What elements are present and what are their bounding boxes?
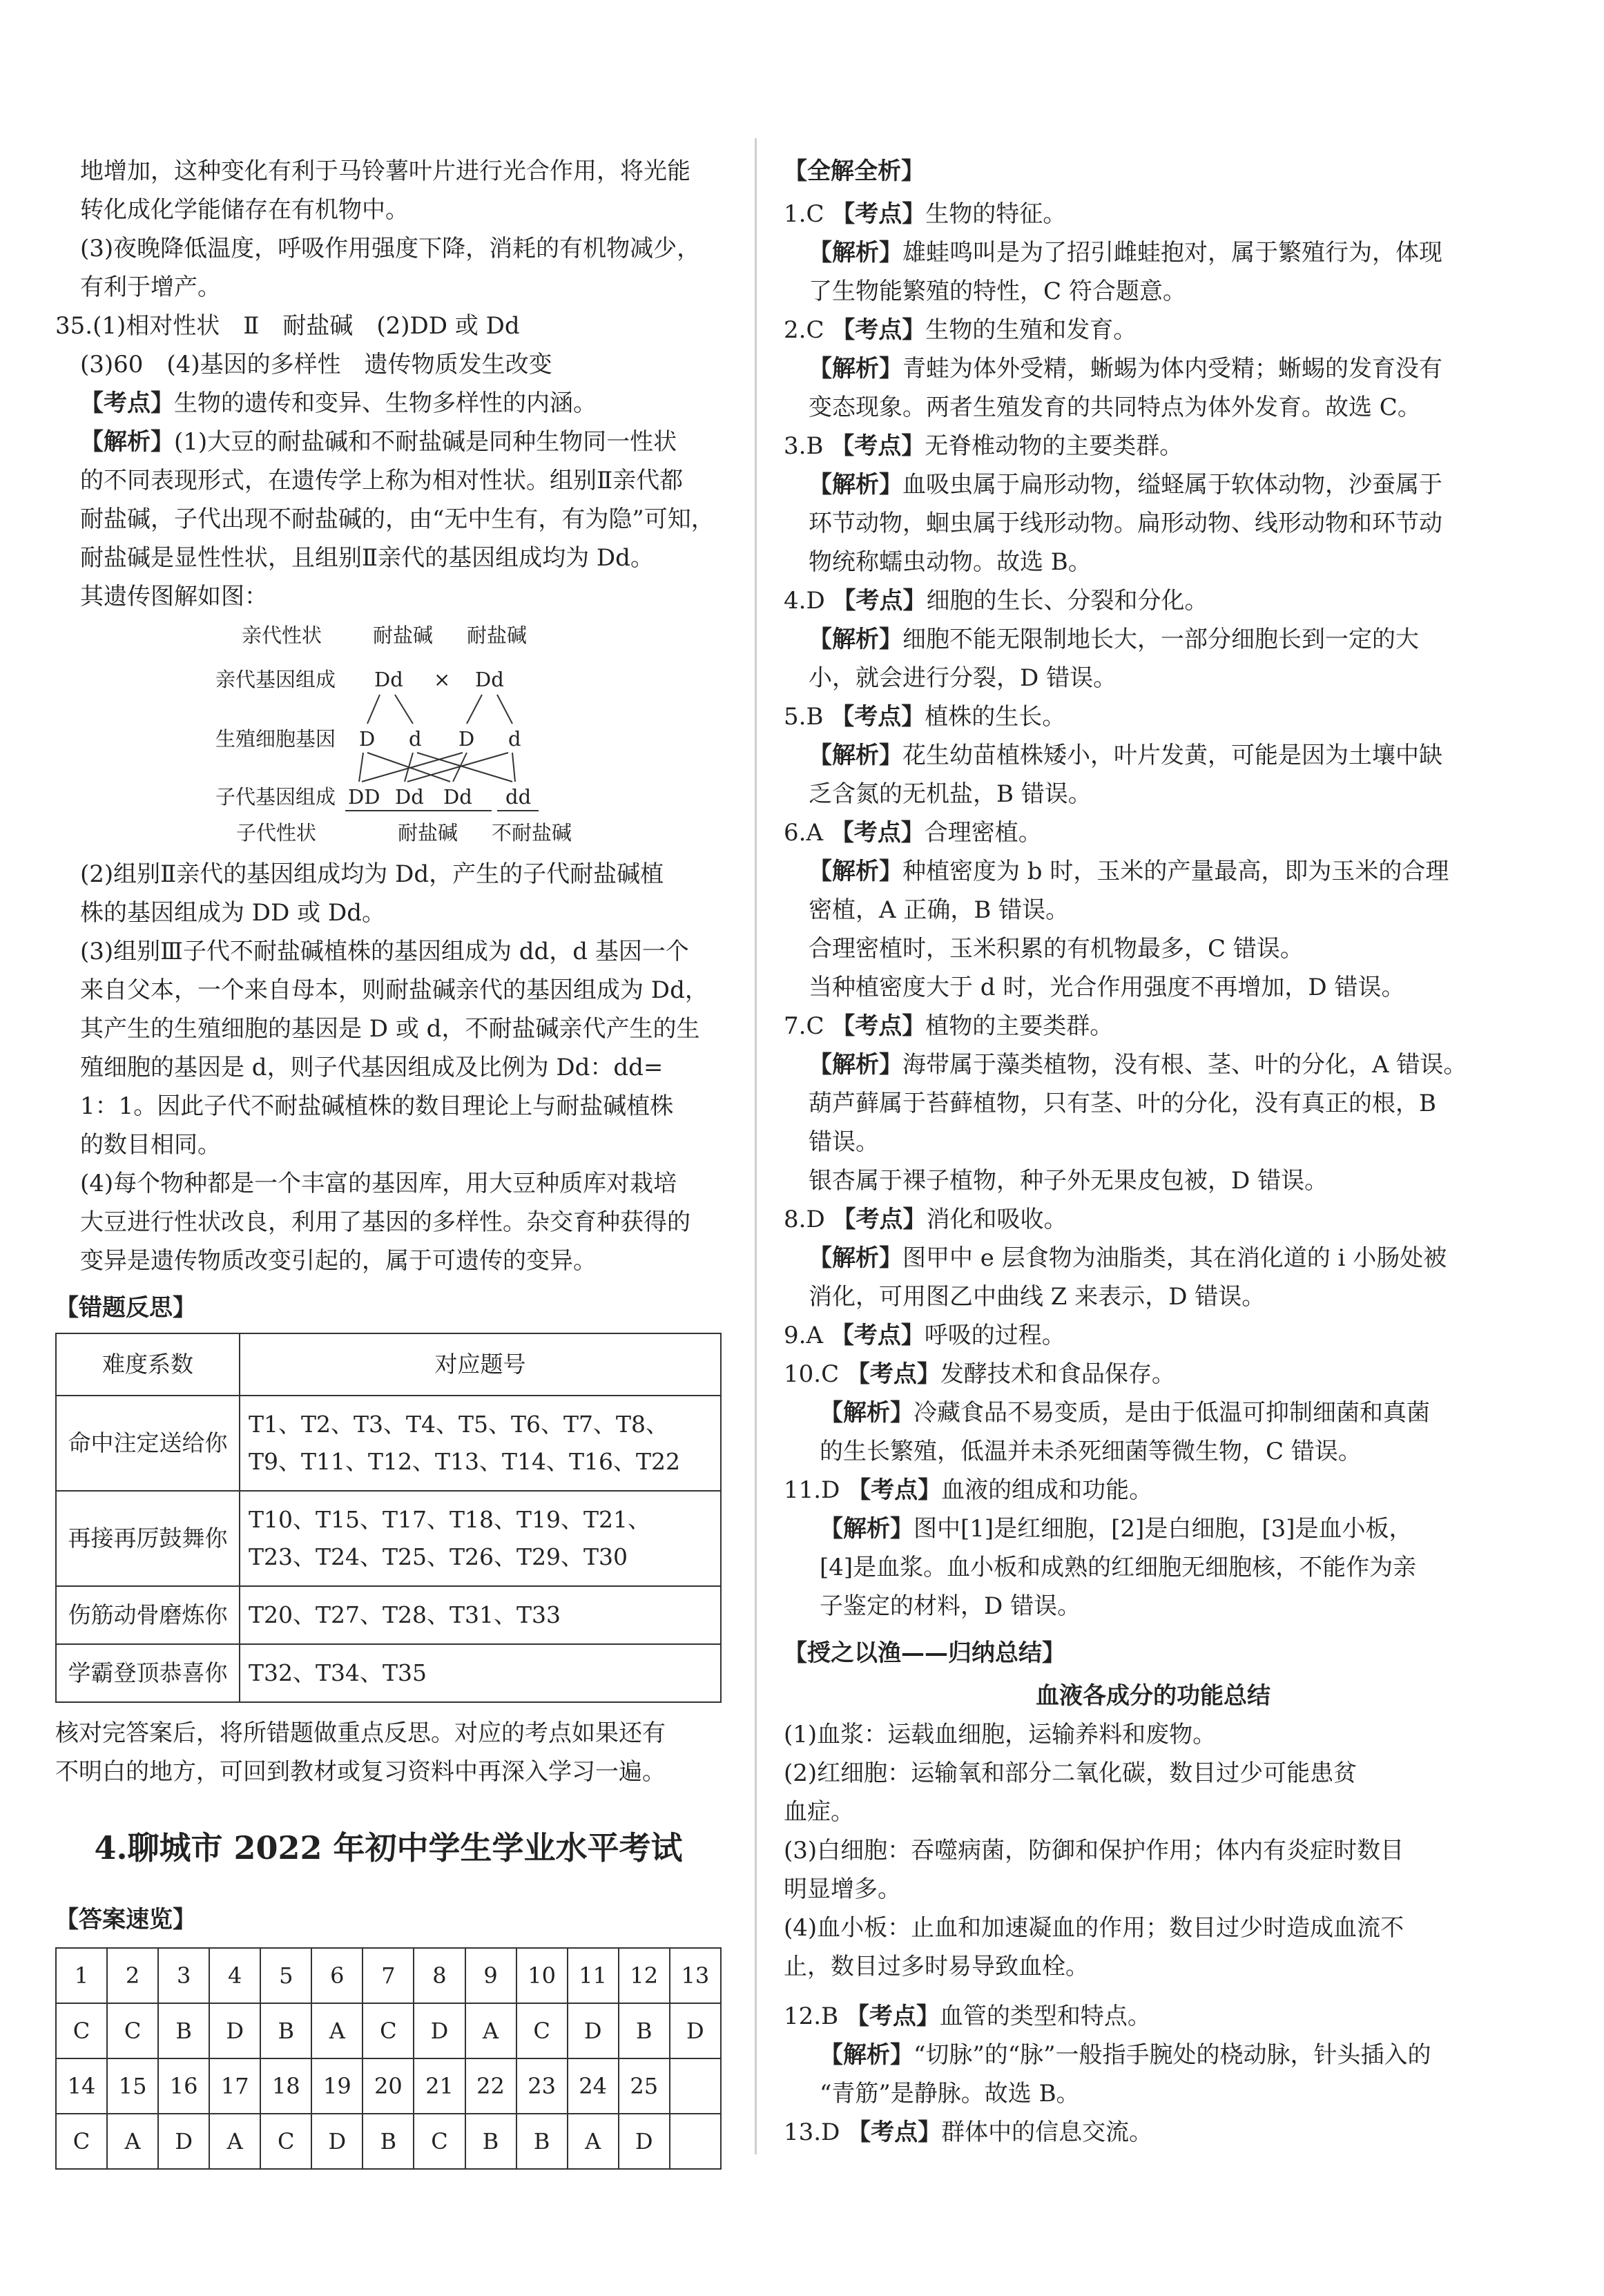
text-line: 了生物能繁殖的特性，C 符合题意。	[809, 278, 1186, 305]
answer-number: 10	[516, 1948, 568, 2003]
diagram-row-label: 子代基因组成	[215, 785, 336, 809]
answer-35: 35.(1)相对性状 Ⅱ 耐盐碱 (2)DD 或 Dd	[55, 312, 520, 340]
text-line: 不明白的地方，可回到教材或复习资料中再深入学习一遍。	[55, 1758, 666, 1786]
jiexi-10	[784, 1393, 1523, 1432]
kaodian-text: 无脊椎动物的主要类群。	[925, 432, 1183, 460]
answer-letter: B	[465, 2114, 516, 2169]
table-row	[56, 1644, 721, 1702]
question-number: 13.D	[784, 2119, 840, 2146]
column-divider	[755, 138, 757, 2154]
empty-cell	[670, 2058, 721, 2114]
table-cell: 命中注定送给你	[56, 1396, 240, 1491]
kaodian-tag: 【考点】	[845, 2003, 940, 2030]
text-line: 物统称蠕虫动物。故选 B。	[809, 548, 1092, 576]
table-cell: 学霸登顶恭喜你	[56, 1644, 240, 1702]
answer-num-row	[56, 1948, 721, 2003]
text-line: 合理密植时，玉米积累的有机物最多，C 错误。	[809, 935, 1304, 963]
jiexi-tag: 【解析】	[809, 742, 902, 769]
text-line: 来自父本，一个来自母本，则耐盐碱亲代的基因组成为 Dd，	[80, 976, 708, 1004]
gamete: d	[508, 727, 521, 751]
kaodian-text: 合理密植。	[924, 819, 1042, 847]
table-cell: 伤筋动骨磨炼你	[56, 1586, 240, 1644]
jiexi-8	[784, 1239, 1523, 1277]
parent-genotype: Dd	[374, 668, 403, 691]
question-9	[784, 1316, 1523, 1355]
answer-letter: D	[311, 2114, 363, 2169]
kaodian-tag: 【考点】	[832, 587, 927, 615]
kaodian-tag: 【考点】	[831, 432, 925, 460]
question-number: 5.B	[784, 703, 824, 731]
answer-number: 20	[363, 2058, 414, 2114]
jiexi-text: 海带属于藻类植物，没有根、茎、叶的分化，A 错误。	[902, 1051, 1467, 1079]
answer-number: 24	[568, 2058, 619, 2114]
jiexi-text: 花生幼苗植株矮小，叶片发黄，可能是因为土壤中缺	[902, 742, 1442, 769]
text-line: 小，就会进行分裂，D 错误。	[809, 664, 1117, 692]
table-row	[56, 1396, 721, 1491]
text-line: [4]是血浆。血小板和成熟的红细胞无细胞核，不能作为亲	[820, 1554, 1417, 1581]
jiexi-text: 雄蛙鸣叫是为了招引雌蛙抱对，属于繁殖行为，体现	[902, 239, 1442, 267]
jiexi-tag: 【解析】	[820, 1515, 914, 1543]
answer-row	[56, 2114, 721, 2169]
answer-number: 16	[158, 2058, 209, 2114]
kaodian-tag: 【考点】	[831, 703, 925, 731]
answer-letter: B	[619, 2003, 670, 2058]
kaodian-tag: 【考点】	[847, 2119, 942, 2146]
jiexi-tag: 【解析】	[820, 1399, 914, 1427]
text-line: 的数目相同。	[80, 1131, 221, 1159]
question-12	[784, 1997, 1523, 2036]
question-11	[784, 1471, 1523, 1509]
text-line: (2)组别Ⅱ亲代的基因组成均为 Dd，产生的子代耐盐碱植	[80, 860, 664, 888]
answer-number: 8	[414, 1948, 465, 2003]
jiexi-3	[784, 465, 1523, 504]
text-line: 明显增多。	[784, 1875, 901, 1903]
answer-number: 19	[311, 2058, 363, 2114]
diagram-lines	[55, 620, 722, 848]
answer-number: 21	[414, 2058, 465, 2114]
jiexi-35	[55, 423, 722, 461]
kaodian-tag: 【考点】	[831, 200, 926, 228]
text-line: (3)夜晚降低温度，呼吸作用强度下降，消耗的有机物减少，	[80, 235, 701, 262]
text-line: 有利于增产。	[80, 273, 221, 301]
kaodian-text: 生物的遗传和变异、生物多样性的内涵。	[174, 389, 597, 417]
summary-item: (4)血小板：止血和加速凝血的作用；数目过少时造成血流不	[784, 1914, 1404, 1942]
text-line: 耐盐碱是显性性状，且组别Ⅱ亲代的基因组成均为 Dd。	[80, 544, 654, 572]
answer-number: 12	[619, 1948, 670, 2003]
kaodian-text: 血管的类型和特点。	[939, 2003, 1151, 2030]
kaodian-text: 呼吸的过程。	[924, 1322, 1065, 1349]
summary-item: (3)白细胞：吞噬病菌，防御和保护作用；体内有炎症时数目	[784, 1837, 1404, 1864]
answer-letter: C	[56, 2003, 107, 2058]
question-number: 1.C	[784, 200, 824, 228]
answer-letter: B	[363, 2114, 414, 2169]
answer-number: 25	[619, 2058, 670, 2114]
text-line: 其遗传图解如图：	[80, 583, 268, 610]
text-line: 错误。	[809, 1128, 879, 1156]
diagram-row-label: 生殖细胞基因	[215, 727, 336, 751]
jiexi-4	[784, 620, 1523, 659]
jiexi-12	[784, 2036, 1523, 2074]
jiexi-text: 冷藏食品不易变质，是由于低温可抑制细菌和真菌	[914, 1399, 1430, 1427]
text-line: (3)组别Ⅲ子代不耐盐碱植株的基因组成为 dd，d 基因一个	[80, 938, 689, 965]
table-row	[56, 1586, 721, 1644]
text-line: 的生长繁殖，低温并未杀死细菌等微生物，C 错误。	[820, 1438, 1362, 1465]
kaodian-tag: 【考点】	[830, 819, 925, 847]
question-7	[784, 1007, 1523, 1045]
answer-number: 6	[311, 1948, 363, 2003]
kaodian-tag: 【考点】	[847, 1476, 942, 1504]
answer-letter: C	[260, 2114, 311, 2169]
answer-number: 7	[363, 1948, 414, 2003]
answer-num-row	[56, 2058, 721, 2114]
kaodian-text: 血液的组成和功能。	[941, 1476, 1153, 1504]
jiexi-tag: 【解析】	[80, 428, 174, 456]
answer-letter: C	[107, 2003, 158, 2058]
gamete: D	[458, 727, 475, 751]
jiexi-5	[784, 736, 1523, 775]
answer-number: 22	[465, 2058, 516, 2114]
answer-letter: D	[619, 2114, 670, 2169]
answer-letter: A	[568, 2114, 619, 2169]
full-analysis-heading: 【全解全析】	[784, 157, 925, 185]
answer-number: 1	[56, 1948, 107, 2003]
answer-number: 23	[516, 2058, 568, 2114]
table-cell: T32、T34、T35	[240, 1644, 721, 1702]
answer-letter: C	[414, 2114, 465, 2169]
answer-letter: C	[363, 2003, 414, 2058]
offspring-genotype: Dd	[443, 785, 472, 809]
text-line: 止，数目过多时易导致血栓。	[784, 1953, 1089, 1980]
jiexi-text: 图中[1]是红细胞，[2]是白细胞，[3]是血小板，	[914, 1515, 1413, 1543]
text-line: 密植，A 正确，B 错误。	[809, 896, 1070, 924]
table-cell: T20、T27、T28、T31、T33	[240, 1586, 721, 1644]
answer-number: 2	[107, 1948, 158, 2003]
summary-heading: 【授之以渔——归纳总结】	[784, 1639, 1065, 1667]
question-number: 10.C	[784, 1360, 840, 1388]
answer-number: 17	[209, 2058, 260, 2114]
table-header-row	[56, 1333, 721, 1396]
answer-35-cont: (3)60 (4)基因的多样性 遗传物质发生改变	[80, 351, 552, 378]
jiexi-text: “切脉”的“脉”一般指手腕处的桡动脉，针头插入的	[914, 2041, 1431, 2069]
jiexi-11	[784, 1509, 1523, 1548]
jiexi-text: 血吸虫属于扁形动物，缢蛏属于软体动物，沙蚕属于	[902, 471, 1442, 499]
answer-number: 13	[670, 1948, 721, 2003]
answer-number: 14	[56, 2058, 107, 2114]
question-3	[784, 427, 1523, 465]
text-line: 株的基因组成为 DD 或 Dd。	[80, 899, 385, 927]
text-line: 银杏属于裸子植物，种子外无果皮包被，D 错误。	[809, 1167, 1328, 1195]
question-5	[784, 697, 1523, 736]
text-line: 环节动物，蛔虫属于线形动物。扁形动物、线形动物和环节动	[809, 510, 1442, 537]
empty-cell	[670, 2114, 721, 2169]
jiexi-tag: 【解析】	[809, 1244, 902, 1272]
question-number: 2.C	[784, 316, 824, 344]
question-number: 4.D	[784, 587, 825, 615]
answer-letter: B	[158, 2003, 209, 2058]
jiexi-7	[784, 1045, 1523, 1084]
cross-symbol: ×	[434, 668, 451, 691]
jiexi-tag: 【解析】	[809, 239, 902, 267]
text-line: 变异是遗传物质改变引起的，属于可遗传的变异。	[80, 1247, 597, 1275]
offspring-phenotype: 不耐盐碱	[492, 821, 572, 845]
jiexi-2	[784, 349, 1523, 388]
kaodian-tag: 【考点】	[80, 389, 174, 417]
diagram-row-label: 子代性状	[236, 821, 317, 845]
question-number: 3.B	[784, 432, 824, 460]
offspring-genotype: dd	[505, 785, 532, 809]
kaodian-tag: 【考点】	[832, 1206, 927, 1233]
jiexi-tag: 【解析】	[809, 858, 902, 885]
text-line: 大豆进行性状改良，利用了基因的多样性。杂交育种获得的	[80, 1208, 690, 1236]
text-line: (4)每个物种都是一个丰富的基因库，用大豆种质库对栽培	[80, 1170, 677, 1197]
table-header: 对应题号	[240, 1333, 721, 1396]
jiexi-tag: 【解析】	[809, 626, 902, 653]
jiexi-tag: 【解析】	[809, 1051, 902, 1079]
parent-genotype: Dd	[475, 668, 504, 691]
right-column	[784, 152, 1523, 2152]
question-number: 12.B	[784, 2003, 839, 2030]
answer-number: 18	[260, 2058, 311, 2114]
jiexi-tag: 【解析】	[820, 2041, 914, 2069]
answer-number: 9	[465, 1948, 516, 2003]
diagram-row-label: 亲代基因组成	[215, 668, 336, 691]
text-line: 葫芦藓属于苔藓植物，只有茎、叶的分化，没有真正的根，B	[809, 1090, 1436, 1117]
kaodian-text: 发酵技术和食品保存。	[940, 1360, 1175, 1388]
answer-letter: A	[311, 2003, 363, 2058]
kaodian-tag: 【考点】	[846, 1360, 940, 1388]
text-line: 核对完答案后，将所错题做重点反思。对应的考点如果还有	[55, 1719, 666, 1747]
answer-letter: B	[516, 2114, 568, 2169]
kaodian-text: 生物的特征。	[925, 200, 1067, 228]
answer-letter: A	[209, 2114, 260, 2169]
kaodian-tag: 【考点】	[830, 1322, 925, 1349]
kaodian-text: 生物的生殖和发育。	[925, 316, 1137, 344]
question-2	[784, 311, 1523, 349]
answer-number: 15	[107, 2058, 158, 2114]
question-6	[784, 813, 1523, 852]
question-4	[784, 581, 1523, 620]
answer-letter: D	[568, 2003, 619, 2058]
answer-table	[55, 1947, 722, 2170]
answer-letter: C	[56, 2114, 107, 2169]
offspring-genotype: Dd	[395, 785, 424, 809]
question-1	[784, 195, 1523, 233]
answer-letter: D	[670, 2003, 721, 2058]
parent-phenotype: 耐盐碱	[467, 624, 528, 647]
answer-number: 4	[209, 1948, 260, 2003]
answer-letter: D	[158, 2114, 209, 2169]
answers-heading: 【答案速览】	[55, 1906, 196, 1933]
text-line: 耐盐碱，子代出现不耐盐碱的，由“无中生有，有为隐”可知，	[80, 505, 715, 533]
text-line: 子鉴定的材料，D 错误。	[820, 1592, 1081, 1620]
gamete: d	[409, 727, 422, 751]
answer-letter: A	[107, 2114, 158, 2169]
jiexi-tag: 【解析】	[809, 355, 902, 383]
jiexi-text: (1)大豆的耐盐碱和不耐盐碱是同种生物同一性状	[174, 428, 677, 456]
jiexi-text: 图甲中 e 层食物为油脂类，其在消化道的 i 小肠处被	[902, 1244, 1447, 1272]
answer-letter: B	[260, 2003, 311, 2058]
text-line: 乏含氮的无机盐，B 错误。	[809, 780, 1092, 808]
genetic-diagram	[55, 620, 722, 848]
jiexi-text: 青蛙为体外受精，蜥蜴为体内受精；蜥蜴的发育没有	[902, 355, 1442, 383]
answer-letter: D	[209, 2003, 260, 2058]
question-number: 8.D	[784, 1206, 825, 1233]
question-number: 7.C	[784, 1012, 824, 1040]
answer-number: 11	[568, 1948, 619, 2003]
answer-letter: A	[465, 2003, 516, 2058]
table-cell: 再接再厉鼓舞你	[56, 1491, 240, 1586]
text-line: 的不同表现形式，在遗传学上称为相对性状。组别Ⅱ亲代都	[80, 467, 684, 494]
gamete: D	[359, 727, 376, 751]
reflect-table	[55, 1333, 722, 1703]
jiexi-1	[784, 233, 1523, 272]
text-line: 血症。	[784, 1798, 854, 1826]
kaodian-35	[55, 384, 722, 423]
left-column	[55, 152, 722, 2178]
jiexi-6	[784, 852, 1523, 891]
summary-item: (1)血浆：运载血细胞，运输养料和废物。	[784, 1721, 1217, 1748]
jiexi-tag: 【解析】	[809, 471, 902, 499]
text-line: 转化成化学能储存在有机物中。	[80, 196, 409, 224]
text-line: 地增加，这种变化有利于马铃薯叶片进行光合作用，将光能	[80, 157, 690, 185]
text-line: 当种植密度大于 d 时，光合作用强度不再增加，D 错误。	[809, 974, 1405, 1001]
text-line: “青筋”是静脉。故选 B。	[820, 2080, 1080, 2107]
spacer	[784, 1986, 1523, 1997]
reflect-heading: 【错题反思】	[55, 1294, 196, 1322]
question-13	[784, 2113, 1523, 2152]
kaodian-tag: 【考点】	[831, 316, 926, 344]
answer-number: 5	[260, 1948, 311, 2003]
table-header: 难度系数	[56, 1333, 240, 1396]
answer-letter: D	[414, 2003, 465, 2058]
exam-title: 4.聊城市 2022 年初中学生学业水平考试	[94, 1829, 683, 1866]
offspring-genotype: DD	[348, 785, 380, 809]
table-row	[56, 1491, 721, 1586]
jiexi-text: 种植密度为 b 时，玉米的产量最高，即为玉米的合理	[902, 858, 1449, 885]
question-8	[784, 1200, 1523, 1239]
kaodian-text: 群体中的信息交流。	[941, 2119, 1153, 2146]
answer-number: 3	[158, 1948, 209, 2003]
answer-row	[56, 2003, 721, 2058]
kaodian-text: 植株的生长。	[925, 703, 1066, 731]
kaodian-text: 细胞的生长、分裂和分化。	[926, 587, 1208, 615]
table-cell: T1、T2、T3、T4、T5、T6、T7、T8、T9、T11、T12、T13、T14、T16、T22	[240, 1396, 721, 1491]
jiexi-text: 细胞不能无限制地长大，一部分细胞长到一定的大	[902, 626, 1419, 653]
text-line: 其产生的生殖细胞的基因是 D 或 d，不耐盐碱亲代产生的生	[80, 1015, 700, 1043]
question-10	[784, 1355, 1523, 1393]
kaodian-tag: 【考点】	[831, 1012, 926, 1040]
text-line: 1：1。因此子代不耐盐碱植株的数目理论上与耐盐碱植株	[80, 1092, 674, 1120]
summary-title: 血液各成分的功能总结	[1036, 1682, 1270, 1710]
text-line: 消化，可用图乙中曲线 Z 来表示，D 错误。	[809, 1283, 1266, 1311]
offspring-phenotype: 耐盐碱	[398, 821, 458, 845]
parent-phenotype: 耐盐碱	[373, 624, 434, 647]
question-number: 9.A	[784, 1322, 823, 1349]
answer-letter: C	[516, 2003, 568, 2058]
kaodian-text: 消化和吸收。	[926, 1206, 1067, 1233]
diagram-row-label: 亲代性状	[242, 624, 322, 647]
summary-item: (2)红细胞：运输氧和部分二氧化碳，数目过少可能患贫	[784, 1759, 1357, 1787]
kaodian-text: 植物的主要类群。	[925, 1012, 1114, 1040]
table-cell: T10、T15、T17、T18、T19、T21、T23、T24、T25、T26、T29、T30	[240, 1491, 721, 1586]
text-line: 殖细胞的基因是 d，则子代基因组成及比例为 Dd：dd=	[80, 1054, 664, 1081]
text-line: 变态现象。两者生殖发育的共同特点为体外发育。故选 C。	[809, 394, 1421, 421]
question-number: 11.D	[784, 1476, 840, 1504]
question-number: 6.A	[784, 819, 823, 847]
